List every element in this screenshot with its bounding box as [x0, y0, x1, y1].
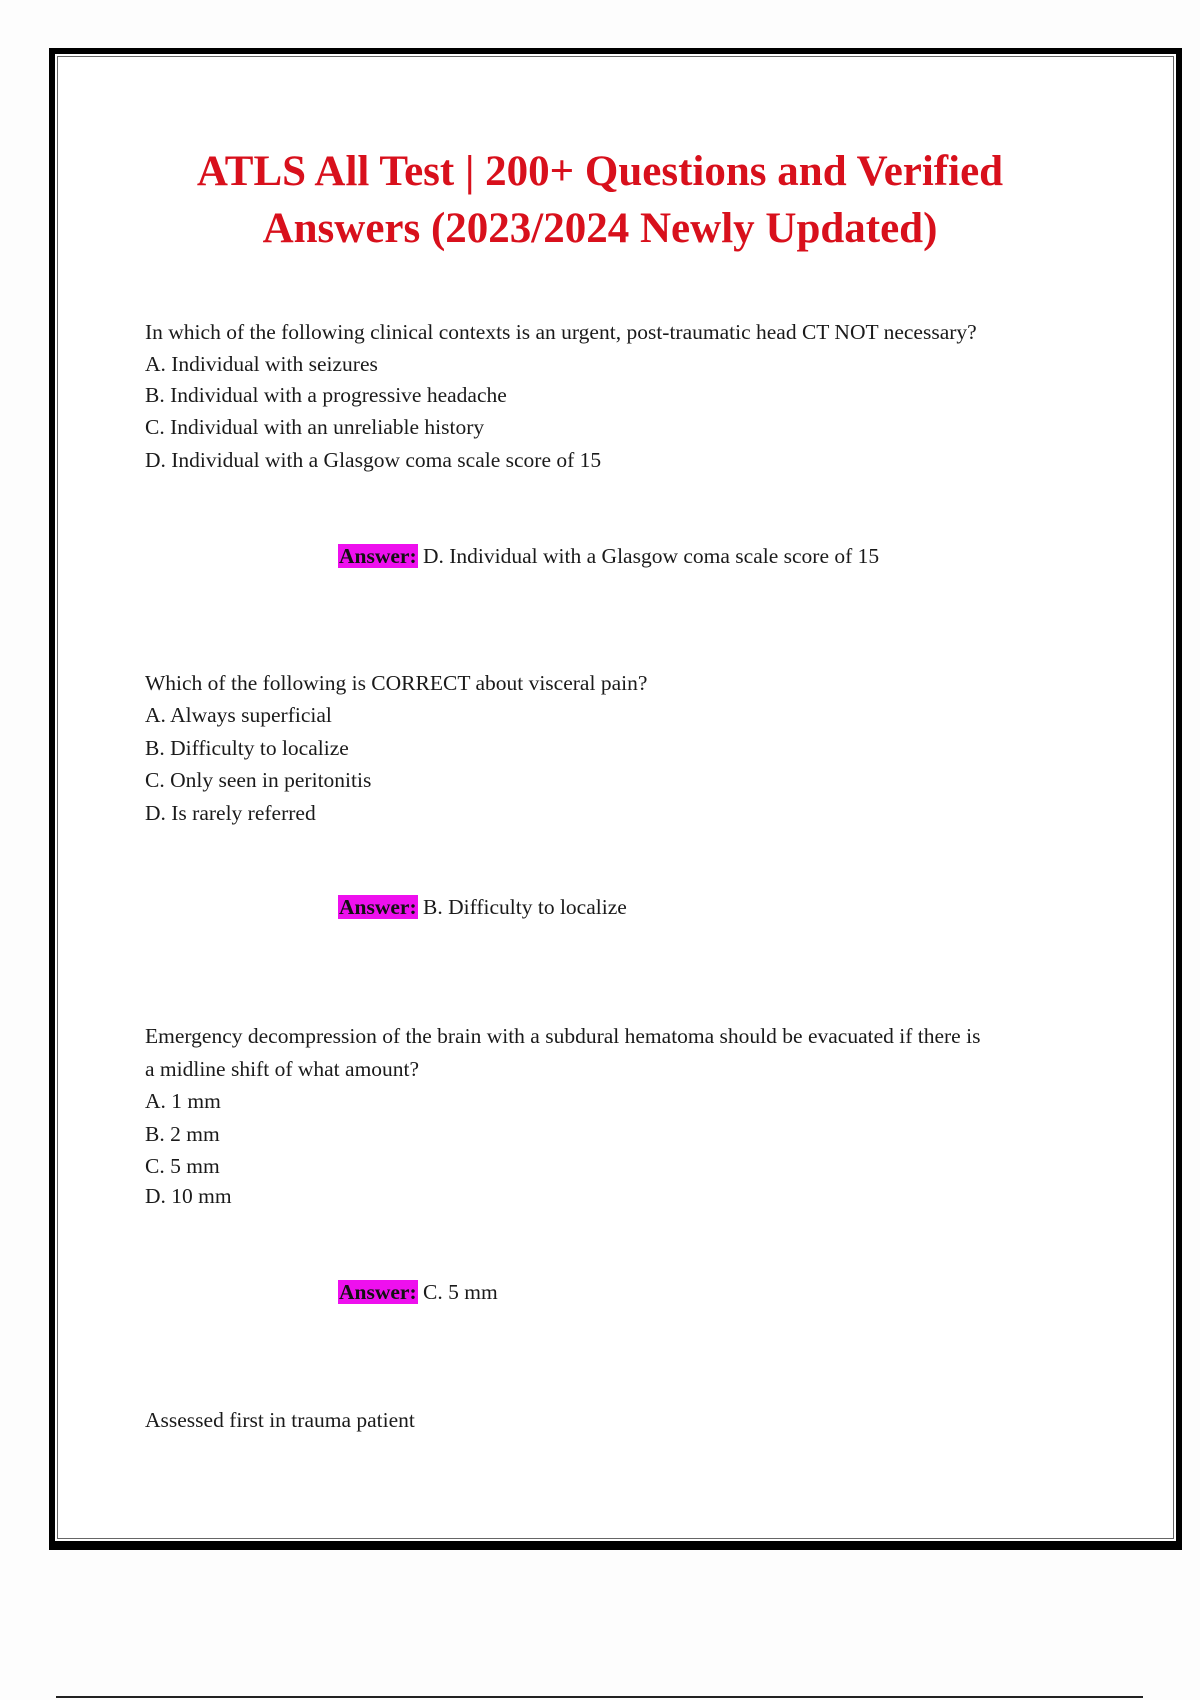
footer-rule: [56, 1696, 1143, 1698]
question-2-option-b: B. Difficulty to localize: [145, 736, 349, 760]
answer-label: Answer:: [339, 544, 417, 568]
question-2-option-d: D. Is rarely referred: [145, 801, 316, 825]
question-3-text-line-2: a midline shift of what amount?: [145, 1057, 420, 1081]
question-3-answer: [338, 1279, 498, 1305]
answer-text: D. Individual with a Glasgow coma scale score of 15: [423, 544, 880, 568]
question-1-answer: [338, 543, 879, 569]
question-1-option-c: C. Individual with an unreliable history: [145, 415, 485, 439]
question-2-answer: [338, 894, 627, 920]
answer-label: Answer:: [339, 1280, 417, 1304]
question-3-option-c: C. 5 mm: [145, 1154, 220, 1178]
question-2-option-a: A. Always superficial: [145, 703, 332, 727]
question-1-option-d: D. Individual with a Glasgow coma scale score of 15: [145, 448, 602, 472]
question-4-text: Assessed first in trauma patient: [145, 1408, 415, 1432]
question-2-option-c: C. Only seen in peritonitis: [145, 768, 372, 792]
title-line-1: ATLS All Test | 200+ Questions and Verified: [196, 148, 1004, 195]
page-border-inner: [57, 56, 1174, 1539]
answer-label: Answer:: [339, 895, 417, 919]
title-line-2: Answers (2023/2024 Newly Updated): [262, 205, 938, 252]
question-2-text: Which of the following is CORRECT about visceral pain?: [145, 671, 648, 695]
document-title: [0, 143, 1200, 257]
page-border: [49, 48, 1182, 1550]
question-3-option-a: A. 1 mm: [145, 1089, 221, 1113]
question-1-option-b: B. Individual with a progressive headache: [145, 383, 507, 407]
question-3-option-d: D. 10 mm: [145, 1184, 232, 1208]
question-1-option-a: A. Individual with seizures: [145, 352, 378, 376]
question-3-option-b: B. 2 mm: [145, 1122, 220, 1146]
answer-text: C. 5 mm: [423, 1280, 498, 1304]
question-1-text: In which of the following clinical contexts is an urgent, post-traumatic head CT NOT necessary?: [145, 320, 977, 344]
answer-text: B. Difficulty to localize: [423, 895, 627, 919]
question-3-text-line-1: Emergency decompression of the brain with a subdural hematoma should be evacuated if there is: [145, 1024, 981, 1048]
